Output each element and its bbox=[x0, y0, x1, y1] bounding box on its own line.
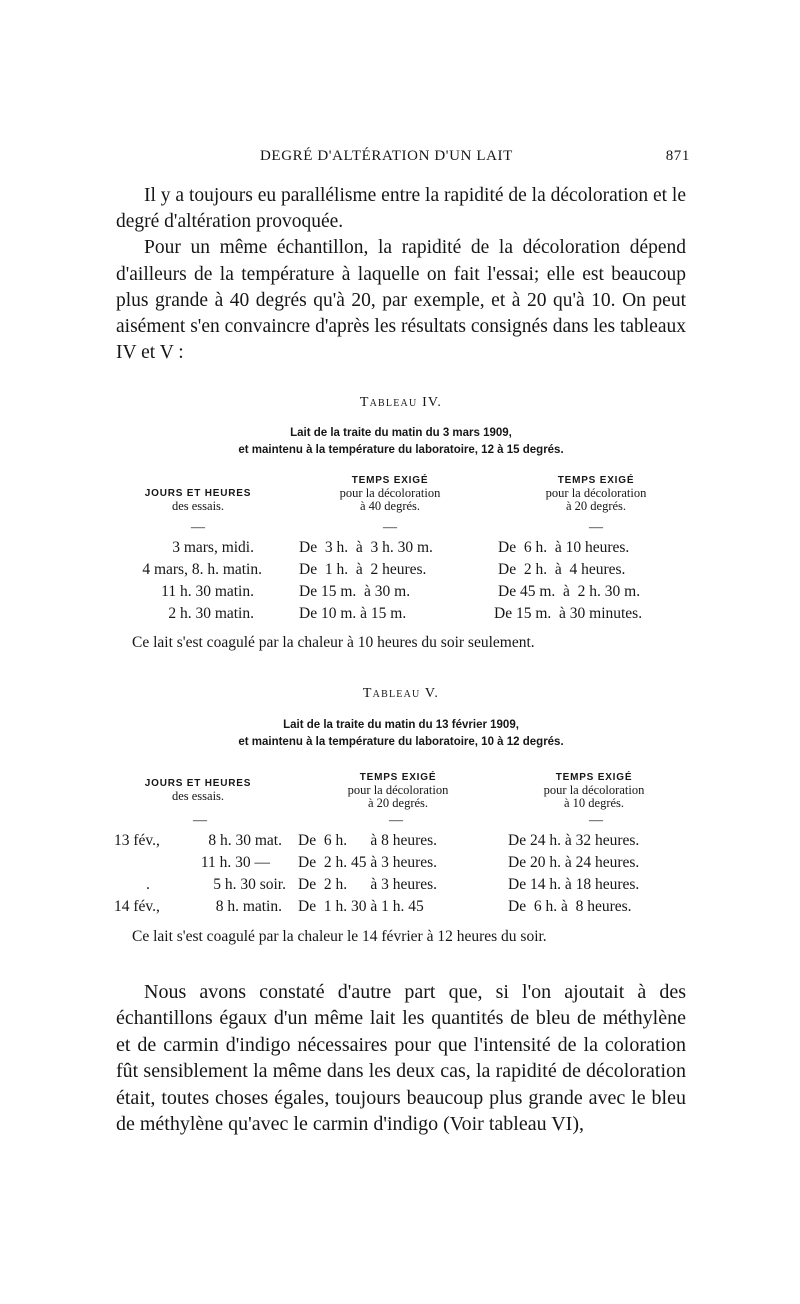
table-row bbox=[0, 854, 800, 876]
table-4-note: Ce lait s'est coagulé par la chaleur à 10 heures du soir seulement. bbox=[132, 634, 535, 651]
col-header-sub: des essais. bbox=[171, 789, 225, 803]
table-5-caption-line1: Lait de la traite du matin du 13 février 1909, bbox=[283, 719, 519, 731]
table-row bbox=[0, 561, 800, 583]
cell-hour: 5 h. 30 soir. bbox=[213, 876, 286, 893]
col-header-sub: des essais. bbox=[171, 499, 225, 513]
table-5-caption bbox=[116, 717, 686, 751]
column-dash: — bbox=[383, 520, 397, 535]
table-4-caption-line1: Lait de la traite du matin du 3 mars 1909, bbox=[290, 427, 512, 439]
table-row bbox=[0, 605, 800, 627]
col-header-sub: pour la décoloration bbox=[545, 486, 647, 500]
table-5-col1-header bbox=[118, 777, 278, 803]
cell-time-40: De 1 h. à 2 heures. bbox=[299, 561, 427, 578]
cell-time-40: De 15 m. à 30 m. bbox=[299, 583, 411, 600]
table-5-title: Tableau V. bbox=[362, 686, 440, 701]
cell-day: 14 fév., bbox=[114, 898, 160, 915]
cell-hour: 8 h. 30 mat. bbox=[208, 832, 282, 849]
col-header-caps: TEMPS EXIGÉ bbox=[351, 475, 429, 486]
table-row bbox=[0, 832, 800, 854]
col-header-sub: à 20 degrés. bbox=[367, 796, 429, 810]
cell-time-10: De 14 h. à 18 heures. bbox=[508, 876, 640, 893]
cell-time-20: De 2 h. à 3 heures. bbox=[298, 876, 438, 893]
table-row bbox=[0, 539, 800, 561]
col-header-caps: JOURS ET HEURES bbox=[144, 488, 252, 499]
column-dash: — bbox=[191, 520, 205, 535]
cell-time-20: De 6 h. à 8 heures. bbox=[298, 832, 438, 849]
cell-time-20: De 45 m. à 2 h. 30 m. bbox=[498, 583, 641, 600]
cell-time-10: De 24 h. à 32 heures. bbox=[508, 832, 640, 849]
cell-hour: 11 h. 30 — bbox=[200, 854, 270, 871]
paragraph: Nous avons constaté d'autre part que, si l'on ajoutait à des échantillons égaux d'un même lait les quantités de bleu de méthylène et de carmin d'indigo nécessaires pour que l'intensité de la coloration fût sensiblement la même dans les deux cas, la rapidité de décoloration était, toutes choses égales, toujours beaucoup plus grande avec le bleu de méthylène qu'avec le carmin d'indigo (Voir tableau VI), bbox=[116, 981, 686, 1136]
column-dash: — bbox=[589, 813, 603, 828]
cell-time-20: De 6 h. à 10 heures. bbox=[498, 539, 630, 556]
table-5-col3-header bbox=[504, 771, 684, 810]
table-4-col3-header bbox=[506, 474, 686, 513]
col-header-caps: TEMPS EXIGÉ bbox=[359, 772, 437, 783]
table-5-note: Ce lait s'est coagulé par la chaleur le 14 février à 12 heures du soir. bbox=[132, 928, 547, 945]
running-title: DEGRÉ D'ALTÉRATION D'UN LAIT bbox=[260, 148, 513, 164]
running-header bbox=[110, 148, 690, 172]
column-dash: — bbox=[589, 520, 603, 535]
table-5-col2-header bbox=[308, 771, 488, 810]
table-4-caption bbox=[116, 425, 686, 459]
paragraph: Pour un même échantillon, la rapidité de la décoloration dépend d'ailleurs de la température à laquelle on fait l'essai; elle est beaucoup plus grande à 40 degrés qu'à 20, par exemple, et à 20 qu'à 10. On peut aisément s'en convaincre d'après les résultats consignés dans les tableaux IV et V : bbox=[116, 237, 686, 364]
col-header-sub: à 20 degrés. bbox=[565, 499, 627, 513]
cell-day: . bbox=[146, 876, 150, 893]
cell-hour: 8 h. matin. bbox=[215, 898, 282, 915]
table-row bbox=[0, 583, 800, 605]
cell-time-40: De 10 m. à 15 m. bbox=[299, 605, 407, 622]
body-text-top bbox=[116, 183, 686, 366]
col-header-caps: TEMPS EXIGÉ bbox=[557, 475, 635, 486]
col-header-caps: TEMPS EXIGÉ bbox=[555, 772, 633, 783]
table-4-title: Tableau IV. bbox=[359, 395, 443, 410]
col-header-sub: pour la décoloration bbox=[347, 783, 449, 797]
cell-time-40: De 3 h. à 3 h. 30 m. bbox=[299, 539, 433, 556]
col-header-caps: JOURS ET HEURES bbox=[144, 778, 252, 789]
body-text-bottom bbox=[116, 979, 686, 1137]
cell-day: 13 fév., bbox=[114, 832, 160, 849]
table-4-caption-line2: et maintenu à la température du laboratoire, 12 à 15 degrés. bbox=[238, 444, 564, 456]
table-row bbox=[0, 876, 800, 898]
table-row bbox=[0, 898, 800, 920]
cell-date: 2 h. 30 matin. bbox=[168, 605, 254, 622]
cell-time-20: De 15 m. à 30 minutes. bbox=[494, 605, 643, 622]
col-header-sub: pour la décoloration bbox=[339, 486, 441, 500]
table-4-col1-header bbox=[118, 487, 278, 513]
col-header-sub: à 10 degrés. bbox=[563, 796, 625, 810]
cell-time-10: De 6 h. à 8 heures. bbox=[508, 898, 632, 915]
cell-time-20: De 2 h. à 4 heures. bbox=[498, 561, 626, 578]
column-dash: — bbox=[389, 813, 403, 828]
cell-time-10: De 20 h. à 24 heures. bbox=[508, 854, 640, 871]
page-number: 871 bbox=[665, 148, 690, 164]
cell-date: 11 h. 30 matin. bbox=[161, 583, 254, 600]
cell-time-20: De 1 h. 30 à 1 h. 45 bbox=[298, 898, 424, 915]
table-4-col2-header bbox=[300, 474, 480, 513]
table-5-caption-line2: et maintenu à la température du laboratoire, 10 à 12 degrés. bbox=[238, 736, 564, 748]
cell-date: 4 mars, 8. h. matin. bbox=[142, 561, 262, 578]
paragraph: Il y a toujours eu parallélisme entre la rapidité de la décoloration et le degré d'altération provoquée. bbox=[116, 185, 686, 233]
col-header-sub: pour la décoloration bbox=[543, 783, 645, 797]
cell-time-20: De 2 h. 45 à 3 heures. bbox=[298, 854, 438, 871]
cell-date: 3 mars, midi. bbox=[172, 539, 254, 556]
column-dash: — bbox=[193, 813, 207, 828]
col-header-sub: à 40 degrés. bbox=[359, 499, 421, 513]
